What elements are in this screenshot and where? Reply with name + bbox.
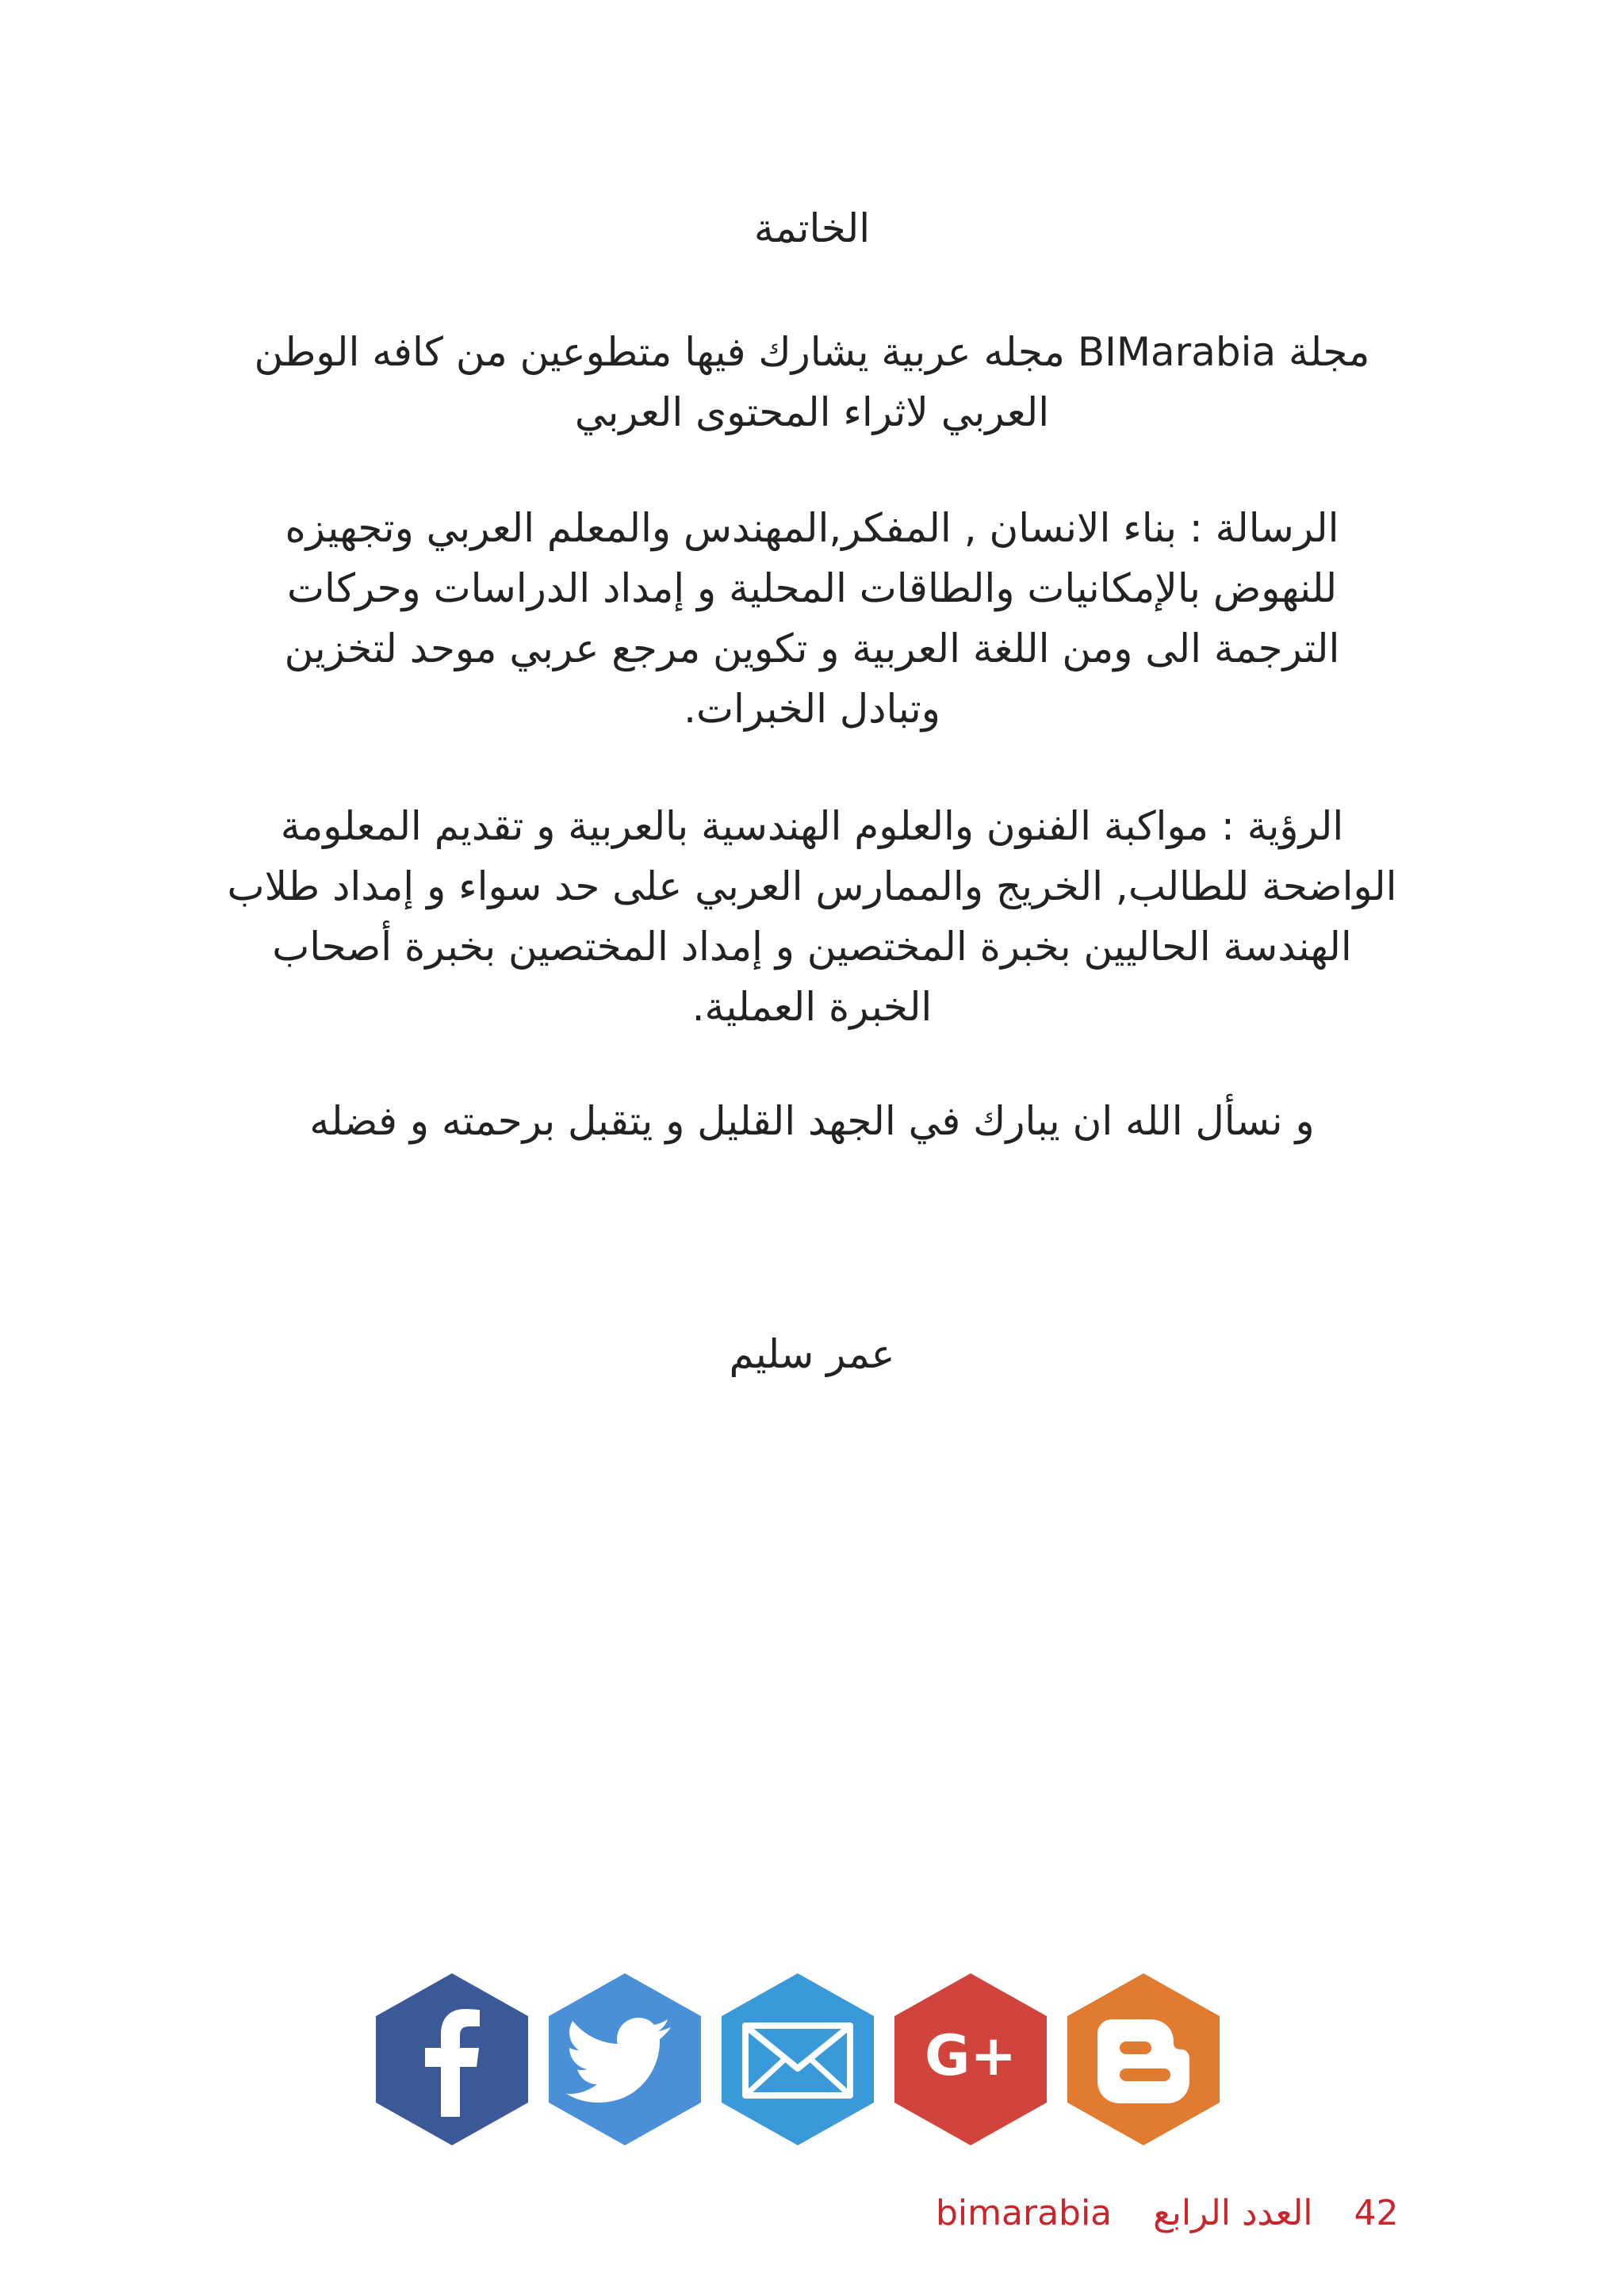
social-links: [373, 1970, 1245, 2152]
mission-line: الرسالة : بناء الانسان , المفكر,المهندس والمعلم العربي وتجهيزه: [285, 505, 1339, 551]
twitter-icon: [546, 1970, 704, 2149]
mission-line: وتبادل الخبرات.: [684, 686, 940, 732]
intro-suffix: مجله عربية يشارك فيها متطوعين من كافه الوطن: [254, 329, 1065, 375]
google-plus-link[interactable]: [891, 1970, 1050, 2149]
page-title: [95, 198, 1529, 258]
mission-line: الترجمة الى ومن اللغة العربية و تكوين مرجع عربي موحد لتخزين: [284, 626, 1340, 672]
footer-brand: bimarabia: [936, 2193, 1113, 2233]
closing-prayer: [95, 1091, 1529, 1151]
closing-text: و نسأل الله ان يبارك في الجهد القليل و يتقبل برحمته و فضله: [309, 1098, 1315, 1144]
intro-paragraph: [95, 322, 1529, 442]
signature-text: عمر سليم: [729, 1331, 895, 1377]
page-number: 42: [1354, 2193, 1399, 2233]
google-plus-icon: [891, 1970, 1050, 2149]
google-plus-label: G+: [924, 2023, 1017, 2088]
page-footer: [936, 2190, 1459, 2237]
mission-paragraph: [95, 498, 1529, 739]
facebook-icon: [373, 1970, 531, 2149]
twitter-link[interactable]: [546, 1970, 704, 2149]
issue-label: العدد الرابع: [1153, 2193, 1313, 2233]
vision-line: الهندسة الحاليين بخبرة المختصين و إمداد المختصين بخبرة أصحاب: [272, 924, 1352, 970]
blogger-icon: [1064, 1970, 1223, 2149]
vision-line: الرؤية : مواكبة الفنون والعلوم الهندسية بالعربية و تقديم المعلومة: [280, 803, 1344, 849]
intro-prefix: مجلة: [1289, 329, 1370, 375]
vision-paragraph: [95, 796, 1529, 1037]
vision-line: الواضحة للطالب, الخريج والممارس العربي على حد سواء و إمداد طلاب: [227, 863, 1397, 909]
intro-line-1: [95, 322, 1529, 382]
author-signature: [95, 1324, 1529, 1384]
facebook-link[interactable]: [373, 1970, 531, 2149]
email-link[interactable]: [718, 1970, 877, 2149]
title-text: الخاتمة: [753, 205, 871, 251]
intro-line-2: العربي لاثراء المحتوى العربي: [574, 389, 1050, 435]
mail-icon: [718, 1970, 877, 2149]
brand-name: BIMarabia: [1077, 329, 1277, 375]
blogger-link[interactable]: [1064, 1970, 1223, 2149]
mission-line: للنهوض بالإمكانيات والطاقات المحلية و إمداد الدراسات وحركات: [286, 565, 1338, 611]
vision-line: الخبرة العملية.: [691, 984, 933, 1030]
